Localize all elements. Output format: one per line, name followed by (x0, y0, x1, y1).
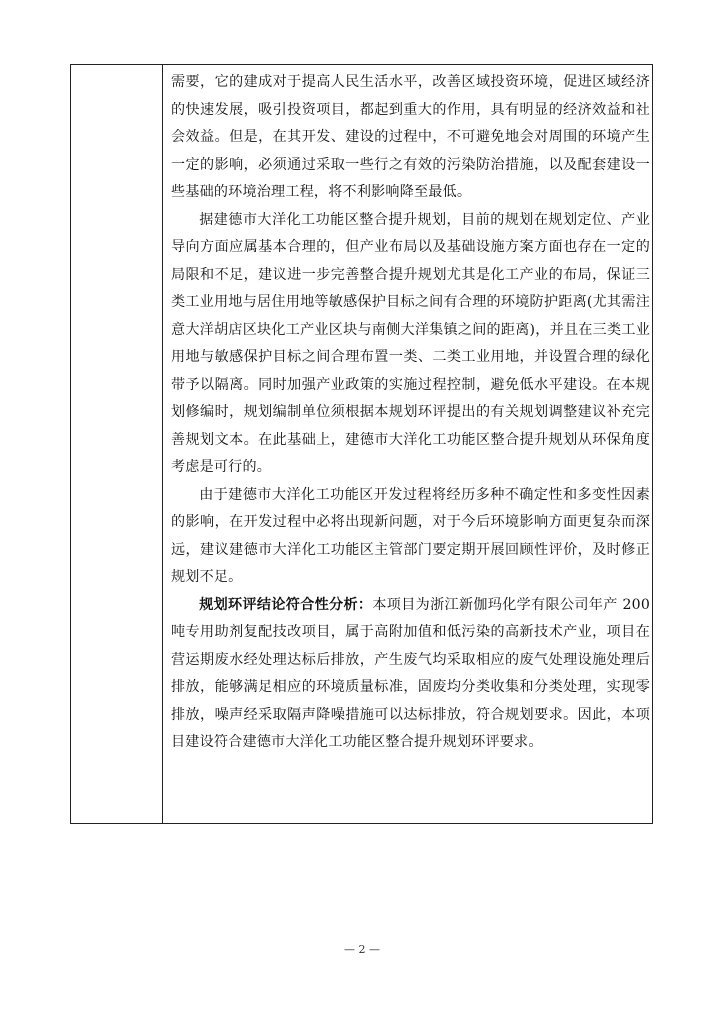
conformity-analysis-heading: 规划环评结论符合性分析： (199, 596, 373, 613)
content-table (70, 64, 653, 824)
table-content-column (163, 65, 654, 823)
table-label-column (71, 65, 163, 823)
paragraph-plan-assessment: 据建德市大洋化工功能区整合提升规划，目前的规划在规划定位、产业导向方面应属基本合理的，但产业布局以及基础设施方案方面也存在一定的局限和不足，建议进一步完善整合提升规划尤其是化工产业的布局，保证三类工业用地与居住用地等敏感保护目标之间有合理的环境防护距离(尤其需注意大洋胡店区块化工产业区块与南侧大洋集镇之间的距离)，并且在三类工业用地与敏感保护目标之间合理布置一类、二类工业用地，并设置合理的绿化带予以隔离。同时加强产业政策的实施过程控制，避免低水平建设。在本规划修编时，规划编制单位须根据本规划环评提出的有关规划调整建议补充完善规划文本。在此基础上，建德市大洋化工功能区整合提升规划从环保角度考虑是可行的。 (171, 211, 650, 475)
page-number: — 2 — (344, 943, 380, 956)
paragraph-continued: 需要，它的建成对于提高人民生活水平，改善区域投资环境，促进区域经济的快速发展，吸引投资项目，都起到重大的作用，具有明显的经济效益和社会效益。但是，在其开发、建设的过程中，不可避免地会对周围的环境产生一定的影响，必须通过采取一些行之有效的污染防治措施，以及配套建设一些基础的环境治理工程，将不利影响降至最低。 (171, 74, 650, 200)
paragraph-review-recommendation: 由于建德市大洋化工功能区开发过程将经历多种不确定性和多变性因素的影响，在开发过程中必将出现新问题，对于今后环境影响方面更复杂而深远，建议建德市大洋化工功能区主管部门要定期开展回顾性评价，及时修正规划不足。 (171, 486, 650, 585)
paragraph-conformity-analysis (171, 592, 650, 757)
conformity-analysis-body: 本项目为浙江新伽玛化学有限公司年产 200 吨专用助剂复配技改项目，属于高附加值和低污染的高新技术产业，项目在营运期废水经处理达标后排放，产生废气均采取相应的废气处理设施处理后排放，能够满足相应的环境质量标准，固废均分类收集和分类处理，实现零排放，噪声经采取隔声降噪措施可以达标排放，符合规划要求。因此，本项目建设符合建德市大洋化工功能区整合提升规划环评要求。 (171, 596, 650, 750)
